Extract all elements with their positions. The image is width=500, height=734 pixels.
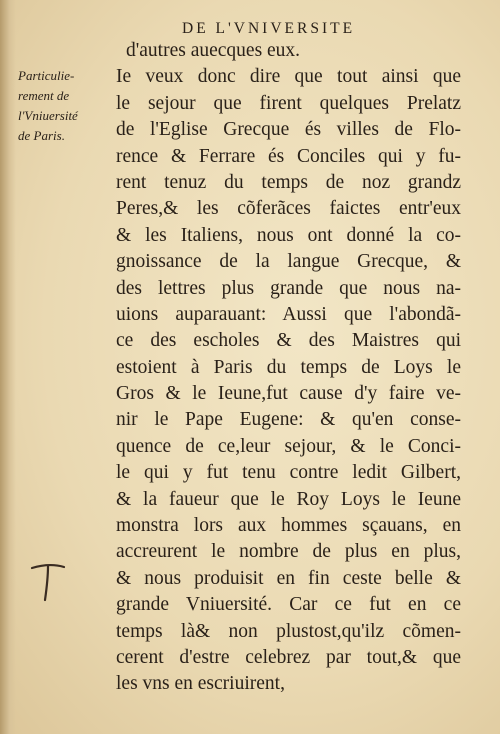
text-line: uions auparauant: Aussi que l'abondã- [116,303,461,325]
text-line: rence & Ferrare és Conciles qui y fu- [116,145,461,167]
text-line: monstra lors aux hommes sçauans, en [116,515,461,537]
text-line: le qui y fut tenu contre ledit Gilbert, [116,462,461,484]
text-line: rent tenuz du temps de noz grandz [116,171,461,193]
page-gutter [0,0,16,734]
text-line: & les Italiens, nous ont donné la co- [116,224,461,246]
text-line: quence de ce,leur sejour, & le Conci- [116,435,461,457]
text-line: accreurent le nombre de plus en plus, [116,541,461,563]
text-line: ce des escholes & des Maistres qui [116,330,461,352]
marginal-note [18,66,116,146]
text-line: les vns en escriuirent, [116,673,285,695]
text-line: d'autres auecques eux. [126,40,301,61]
text-line: nir le Pape Eugene: & qu'en conse- [116,409,461,431]
handwritten-mark [28,560,68,604]
text-line: Gros & le Ieune,fut cause d'y faire ve- [116,383,461,405]
text-line: & la faueur que le Roy Loys le Ieune [116,488,461,510]
text-line: de l'Eglise Grecque és villes de Flo- [116,119,461,141]
running-header: DE L'VNIVERSITE [182,20,356,37]
marginal-note-line: l'Vniuersité [18,108,78,123]
text-line: cerent d'estre celebrez par tout,& que [116,646,461,668]
marginal-note-line: Particulie- [18,68,75,83]
text-line: des lettres plus grande que nous na- [116,277,461,299]
text-line: grande Vniuersité. Car ce fut en ce [116,594,461,616]
text-line: & nous produisit en fin ceste belle & [116,567,461,589]
text-line: temps là& non plustost,qu'ilz cõmen- [116,620,461,642]
marginal-note-line: de Paris. [18,128,65,143]
marginal-note-line: rement de [18,88,70,103]
text-line: Ie veux donc dire que tout ainsi que [116,66,461,88]
text-line: Peres,& les cõferãces faictes entr'eux [116,198,461,220]
text-line: le sejour que firent quelques Prelatz [116,92,461,114]
body-text [116,38,461,698]
text-line: gnoissance de la langue Grecque, & [116,251,461,273]
text-line: estoient à Paris du temps de Loys le [116,356,461,378]
